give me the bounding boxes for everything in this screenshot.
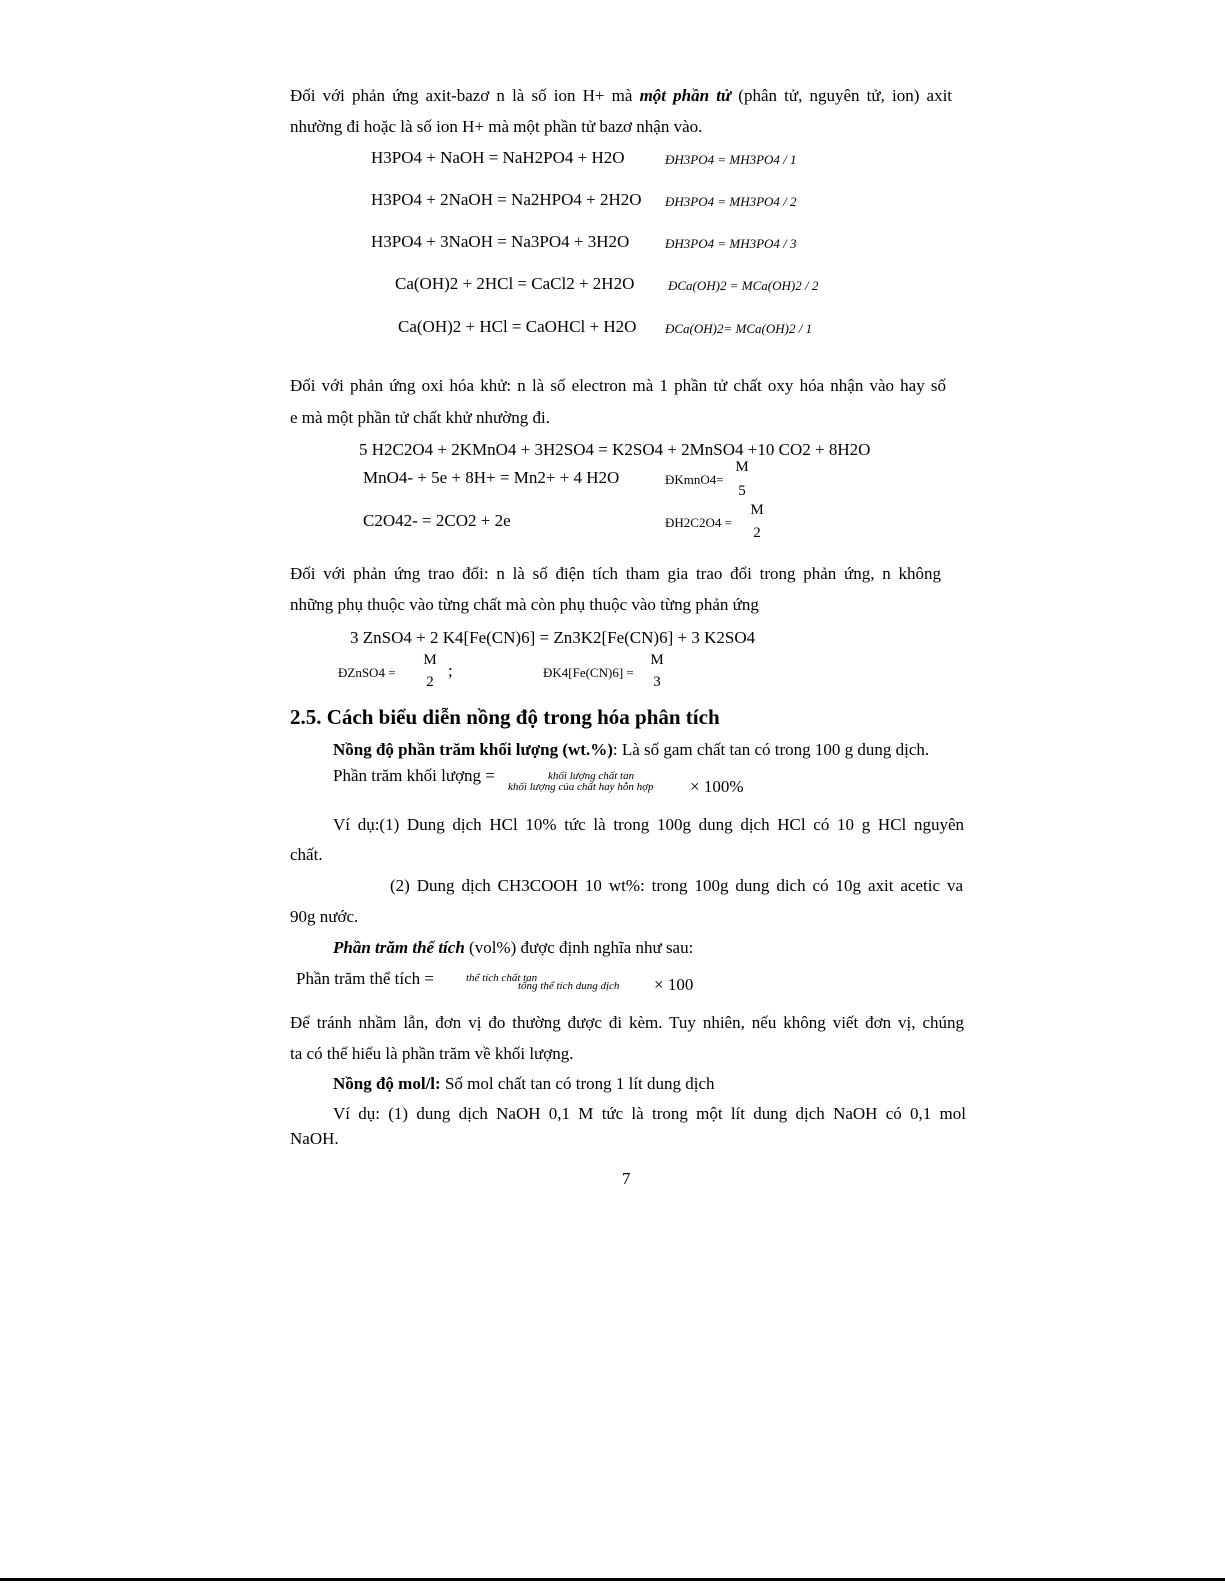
definition-text: (vol%) được định nghĩa như sau: xyxy=(464,938,694,957)
equivalent-h2c2o4: ĐH2C2O4 = xyxy=(665,515,732,530)
section-heading: 2.5. Cách biểu diễn nồng độ trong hóa phân tích xyxy=(290,705,720,729)
equivalent-ab3: ĐH3PO4 = MH3PO4 / 3 xyxy=(665,236,797,251)
note-line1: Để tránh nhầm lẫn, đơn vị đo thường được đi kèm. Tuy nhiên, nếu không viết đơn vị, chúng xyxy=(290,1013,964,1032)
fraction-denominator: 2 xyxy=(426,674,434,690)
paragraph-redox-line2: e mà một phần tử chất khử nhường đi. xyxy=(290,408,550,427)
equivalent-znso4: ĐZnSO4 = xyxy=(338,665,396,680)
paragraph-acid-base-line1 xyxy=(290,86,952,106)
paragraph-redox-line1: Đối với phản ứng oxi hóa khử: n là số electron mà 1 phần tử chất oxy hóa nhận vào hay số xyxy=(290,376,946,395)
mass-percent-times: × 100% xyxy=(690,777,744,796)
example-2-line2: 90g nước. xyxy=(290,907,359,926)
definition-text: : Là số gam chất tan có trong 100 g dung dịch. xyxy=(612,740,930,759)
molarity-example-line1: Ví dụ: (1) dung dịch NaOH 0,1 M tức là trong một lít dung dịch NaOH có 0,1 mol xyxy=(333,1104,966,1123)
equivalent-ab1: ĐH3PO4 = MH3PO4 / 1 xyxy=(665,152,797,167)
definition-term: Nồng độ phần trăm khối lượng (wt.%) xyxy=(333,740,613,759)
equation-ab4: Ca(OH)2 + 2HCl = CaCl2 + 2H2O xyxy=(395,274,635,293)
definition-term: Nồng độ mol/l: xyxy=(333,1074,441,1093)
fraction-numerator: M xyxy=(750,502,764,518)
page-number: 7 xyxy=(622,1169,631,1188)
volume-percent-formula-label: Phần trăm thể tích = xyxy=(296,969,435,988)
separator-semicolon: ; xyxy=(448,661,453,680)
fraction-numerator: M xyxy=(423,652,437,668)
text-span: Đối với phản ứng axit-bazơ n là số ion H+ mà xyxy=(290,86,633,105)
equivalent-ab5: ĐCa(OH)2= MCa(OH)2 / 1 xyxy=(665,321,813,336)
text-span: (phân tử, nguyên tử, ion) axit xyxy=(738,86,953,105)
fraction-numerator: M xyxy=(650,652,664,668)
note-line2: ta có thể hiểu là phần trăm về khối lượng. xyxy=(290,1044,574,1063)
mass-percent-formula-label: Phần trăm khối lượng = xyxy=(333,766,495,785)
example-1-line1: Ví dụ:(1) Dung dịch HCl 10% tức là trong 100g dung dịch HCl có 10 g HCl nguyên xyxy=(333,815,964,834)
fraction-denominator: 2 xyxy=(753,525,761,541)
volume-percent-definition xyxy=(333,938,693,958)
definition-term: Phần trăm thể tích xyxy=(333,938,465,957)
fraction-numerator: M xyxy=(735,459,749,475)
equation-redox-2: MnO4- + 5e + 8H+ = Mn2+ + 4 H2O xyxy=(363,468,620,487)
paragraph-acid-base-line2: nhường đi hoặc là số ion H+ mà một phần tử bazơ nhận vào. xyxy=(290,117,703,136)
emphasis-text: một phần tử xyxy=(639,86,732,105)
equation-exchange: 3 ZnSO4 + 2 K4[Fe(CN)6] = Zn3K2[Fe(CN)6] + 3 K2SO4 xyxy=(350,628,756,647)
equation-redox-3: C2O42- = 2CO2 + 2e xyxy=(363,511,511,530)
equation-redox-1: 5 H2C2O4 + 2KMnO4 + 3H2SO4 = K2SO4 + 2MnSO4 +10 CO2 + 8H2O xyxy=(359,440,871,459)
equivalent-ab2: ĐH3PO4 = MH3PO4 / 2 xyxy=(665,194,797,209)
molarity-definition xyxy=(333,1074,715,1094)
equation-ab1: H3PO4 + NaOH = NaH2PO4 + H2O xyxy=(371,148,625,167)
mass-fraction-numerator: khối lượng chất tan xyxy=(548,770,635,782)
equation-ab5: Ca(OH)2 + HCl = CaOHCl + H2O xyxy=(398,317,637,336)
volume-fraction-numerator: thể tích chất tan xyxy=(466,972,538,984)
definition-text: Số mol chất tan có trong 1 lít dung dịch xyxy=(440,1074,715,1093)
volume-fraction-denominator: tổng thể tích dung dịch xyxy=(518,980,620,992)
molarity-example-line2: NaOH. xyxy=(290,1129,339,1148)
equation-ab2: H3PO4 + 2NaOH = Na2HPO4 + 2H2O xyxy=(371,190,642,209)
equivalent-ab4: ĐCa(OH)2 = MCa(OH)2 / 2 xyxy=(668,278,819,293)
mass-fraction-denominator: khối lượng của chất hay hỗn hợp xyxy=(508,781,654,793)
example-1-line2: chất. xyxy=(290,845,323,864)
paragraph-exchange-line1: Đối với phản ứng trao đổi: n là số điện tích tham gia trao đổi trong phản ứng, n không xyxy=(290,564,941,583)
fraction-denominator: 3 xyxy=(653,674,661,690)
fraction-denominator: 5 xyxy=(738,483,746,499)
equivalent-k4fecn6: ĐK4[Fe(CN)6] = xyxy=(543,665,634,680)
mass-percent-definition xyxy=(333,740,929,760)
volume-percent-times: × 100 xyxy=(654,975,694,994)
bottom-edge-line xyxy=(0,1578,1225,1581)
paragraph-exchange-line2: những phụ thuộc vào từng chất mà còn phụ thuộc vào từng phản ứng xyxy=(290,595,759,614)
equivalent-kmno4: ĐKmnO4= xyxy=(665,472,724,487)
example-2-line1: (2) Dung dịch CH3COOH 10 wt%: trong 100g dung dich có 10g axit acetic va xyxy=(390,876,963,895)
equation-ab3: H3PO4 + 3NaOH = Na3PO4 + 3H2O xyxy=(371,232,630,251)
